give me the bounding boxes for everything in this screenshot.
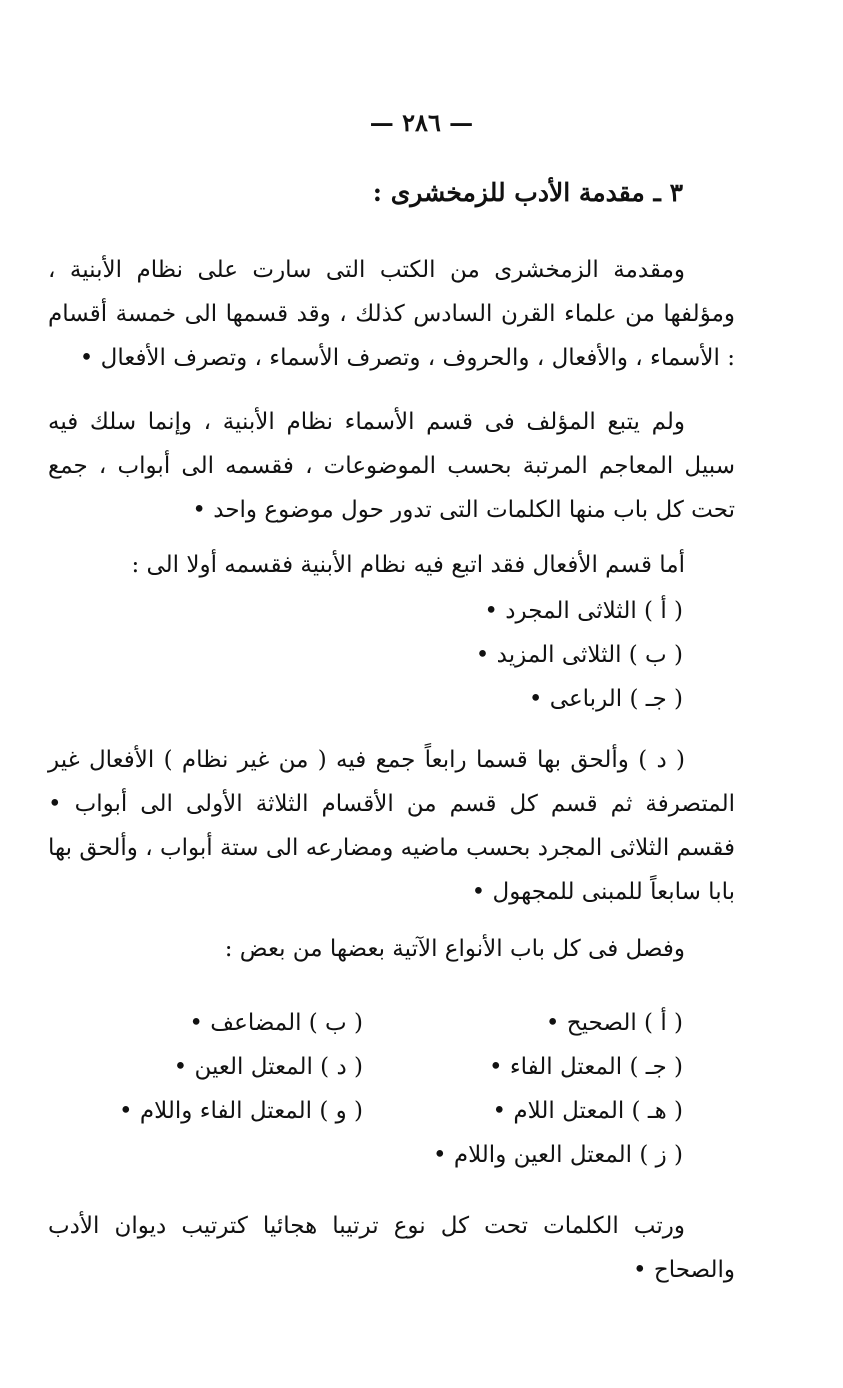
paragraph-4 bbox=[48, 738, 735, 914]
list-item: ( و ) المعتل الفاء واللام • bbox=[119, 1098, 363, 1124]
list-item: ( جـ ) الرباعى • bbox=[528, 686, 683, 712]
list-item: ( ب ) المضاعف • bbox=[189, 1010, 363, 1036]
paragraph-text: ورتب الكلمات تحت كل نوع ترتيبا هجائيا كترتيب ديوان الأدب والصحاح • bbox=[48, 1213, 735, 1283]
section-title: ٣ ـ مقدمة الأدب للزمخشرى : bbox=[372, 178, 683, 207]
paragraph-1 bbox=[48, 248, 735, 380]
paragraph-text: ( د ) وألحق بها قسما رابعاً جمع فيه ( من غير نظام ) الأفعال غير المتصرفة ثم قسم كل قسم من الأقسام الثلاثة الأولى الى أبواب • فقسم الثلاثى المجرد بحسب ماضيه ومضارعه الى ستة أبواب ، وألحق بها بابا سابعاً للمبنى للمجهول • bbox=[48, 747, 735, 905]
paragraph-text: ولم يتبع المؤلف فى قسم الأسماء نظام الأبنية ، وإنما سلك فيه سبيل المعاجم المرتبة بحسب الموضوعات ، فقسمه الى أبواب ، جمع تحت كل باب منها الكلمات التى تدور حول موضوع واحد • bbox=[48, 409, 735, 523]
list-item: ( ب ) الثلاثى المزيد • bbox=[475, 642, 683, 668]
paragraph-text: ومقدمة الزمخشرى من الكتب التى سارت على نظام الأبنية ، ومؤلفها من علماء القرن السادس كذلك ، وقد قسمها الى خمسة أقسام : الأسماء ، والأفعال ، والحروف ، وتصرف الأسماء ، وتصرف الأفعال • bbox=[48, 257, 735, 371]
paragraph-5-intro: وفصل فى كل باب الأنواع الآتية بعضها من بعض : bbox=[224, 936, 685, 962]
paragraph-6 bbox=[48, 1204, 735, 1292]
paragraph-3-intro: أما قسم الأفعال فقد اتبع فيه نظام الأبنية فقسمه أولا الى : bbox=[131, 552, 685, 578]
list-item: ( ز ) المعتل العين واللام • bbox=[432, 1142, 683, 1168]
list-item: ( أ ) الثلاثى المجرد • bbox=[484, 598, 683, 624]
list-item: ( د ) المعتل العين • bbox=[173, 1054, 363, 1080]
paragraph-2 bbox=[48, 400, 735, 532]
list-item: ( جـ ) المعتل الفاء • bbox=[488, 1054, 683, 1080]
page-number: — ٢٨٦ — bbox=[369, 108, 474, 137]
list-item: ( هـ ) المعتل اللام • bbox=[492, 1098, 683, 1124]
list-item: ( أ ) الصحيح • bbox=[545, 1010, 683, 1036]
